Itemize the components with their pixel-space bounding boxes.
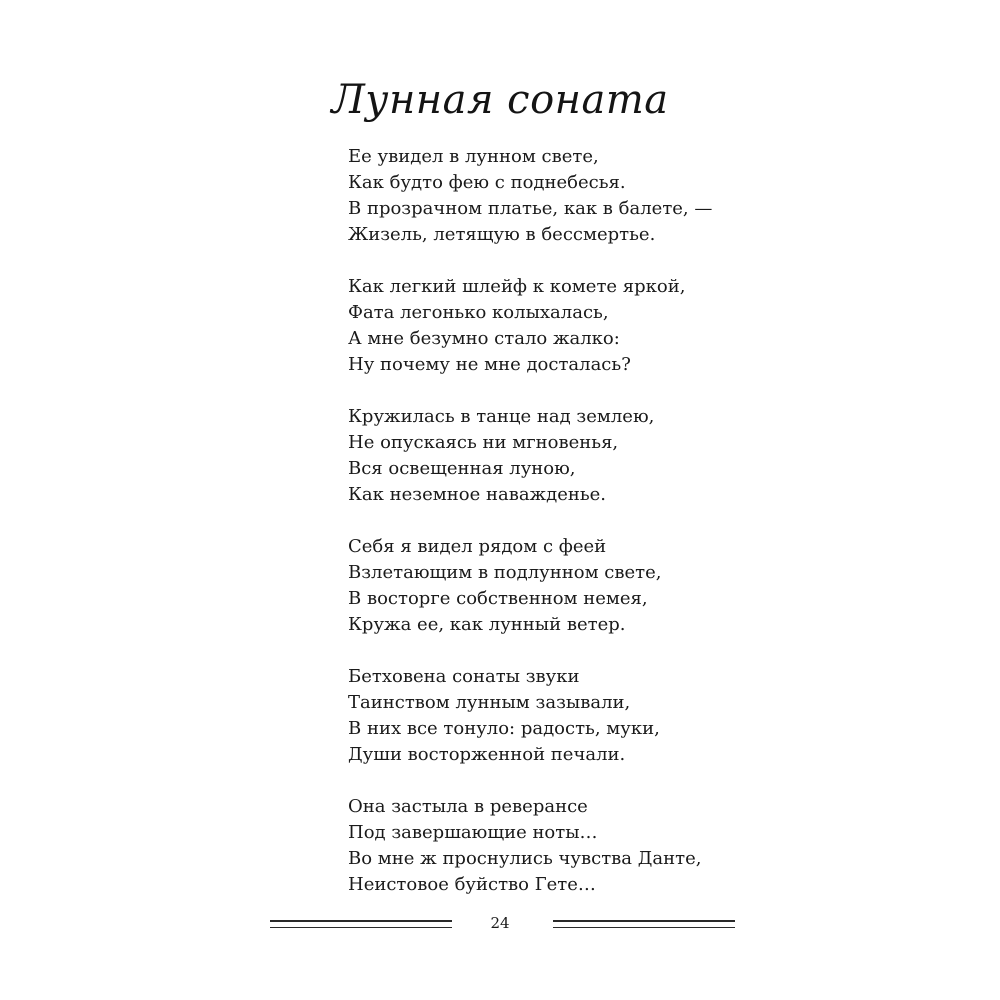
- page-number: 24: [490, 914, 510, 932]
- verse-line: В восторге собственном немея,: [348, 588, 648, 609]
- poem-title: Лунная соната: [331, 77, 669, 123]
- verse-line: Себя я видел рядом с феей: [348, 536, 607, 557]
- verse-line: А мне безумно стало жалко:: [348, 328, 620, 349]
- verse-line: Бетховена сонаты звуки: [348, 666, 580, 687]
- verse-line: Как будто фею с поднебесья.: [348, 172, 626, 193]
- footer-rule-left: [270, 920, 452, 928]
- stanza-6: [348, 794, 768, 898]
- verse-line: Под завершающие ноты…: [348, 822, 598, 843]
- verse-line: Как неземное наважденье.: [348, 484, 607, 505]
- footer-rule-right: [553, 920, 735, 928]
- stanza-2: [348, 274, 768, 378]
- verse-line: Не опускаясь ни мгновенья,: [348, 432, 619, 453]
- verse-line: Кружа ее, как лунный ветер.: [348, 614, 626, 635]
- stanza-1: [348, 144, 768, 248]
- poem-body: [348, 144, 768, 924]
- verse-line: Фата легонько колыхалась,: [348, 302, 609, 323]
- verse-line: Во мне ж проснулись чувства Данте,: [348, 848, 702, 869]
- page-footer: [0, 906, 1000, 946]
- verse-line: В прозрачном платье, как в балете, —: [348, 198, 713, 219]
- verse-line: Ну почему не мне досталась?: [348, 354, 631, 375]
- verse-line: Кружилась в танце над землею,: [348, 406, 655, 427]
- verse-line: Вся освещенная луною,: [348, 458, 576, 479]
- stanza-3: [348, 404, 768, 508]
- stanza-4: [348, 534, 768, 638]
- verse-line: Таинством лунным зазывали,: [348, 692, 631, 713]
- verse-line: Взлетающим в подлунном свете,: [348, 562, 662, 583]
- verse-line: Неистовое буйство Гете…: [348, 874, 596, 895]
- verse-line: В них все тонуло: радость, муки,: [348, 718, 660, 739]
- verse-line: Ее увидел в лунном свете,: [348, 146, 599, 167]
- verse-line: Она застыла в реверансе: [348, 796, 588, 817]
- verse-line: Как легкий шлейф к комете яркой,: [348, 276, 686, 297]
- verse-line: Жизель, летящую в бессмертье.: [348, 224, 656, 245]
- verse-line: Души восторженной печали.: [348, 744, 626, 765]
- stanza-5: [348, 664, 768, 768]
